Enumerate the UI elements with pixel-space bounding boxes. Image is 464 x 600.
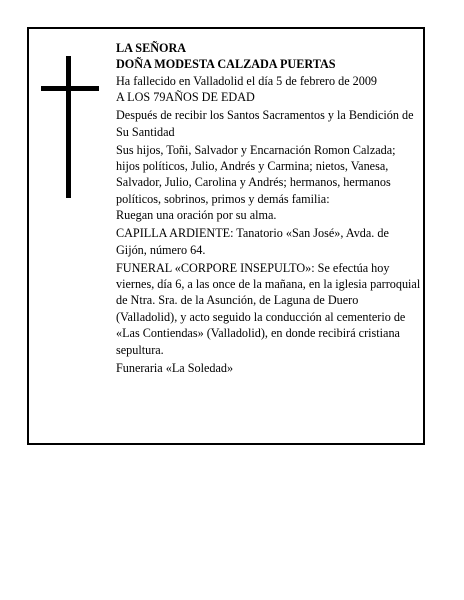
obituary-notice [27,27,425,445]
funeral-home-line: Funeraria «La Soledad» [116,360,234,375]
deceased-name: DOÑA MODESTA CALZADA PUERTAS [116,57,336,72]
funeral-paragraph: FUNERAL «CORPORE INSEPULTO»: Se efectúa hoy viernes, día 6, a las once de la mañana, en la iglesia parroquial de Ntra. Sra. de la Asunción, de Laguna de Duero (Valladolid), y acto seguido la conducción al cementerio de «Las Contiendas» (Valladolid), en donde recibirá cristiana sepultura. [116,260,421,357]
age-line: A LOS 79AÑOS DE EDAD [116,90,255,105]
death-line: Ha fallecido en Valladolid el día 5 de febrero de 2009 [116,73,378,88]
heading-title: LA SEÑORA [116,41,187,55]
cross-vertical-bar [66,56,71,198]
family-paragraph: Sus hijos, Toñi, Salvador y Encarnación Romon Calzada; hijos políticos, Julio, Andrés y Carmina; nietos, Vanesa, Salvador, Julio, Carolina y Andrés; hermanos, hermanos políticos, sobrinos, primos y demás familia: [116,142,396,206]
sacraments-line: Después de recibir los Santos Sacramentos y la Bendición de Su Santidad [116,108,414,139]
cross-icon [41,56,99,198]
chapel-paragraph: CAPILLA ARDIENTE: Tanatorio «San José», Avda. de Gijón, número 64. [116,226,389,257]
cross-horizontal-bar [41,86,99,91]
obituary-text [116,40,422,376]
prayer-line: Ruegan una oración por su alma. [116,208,277,223]
